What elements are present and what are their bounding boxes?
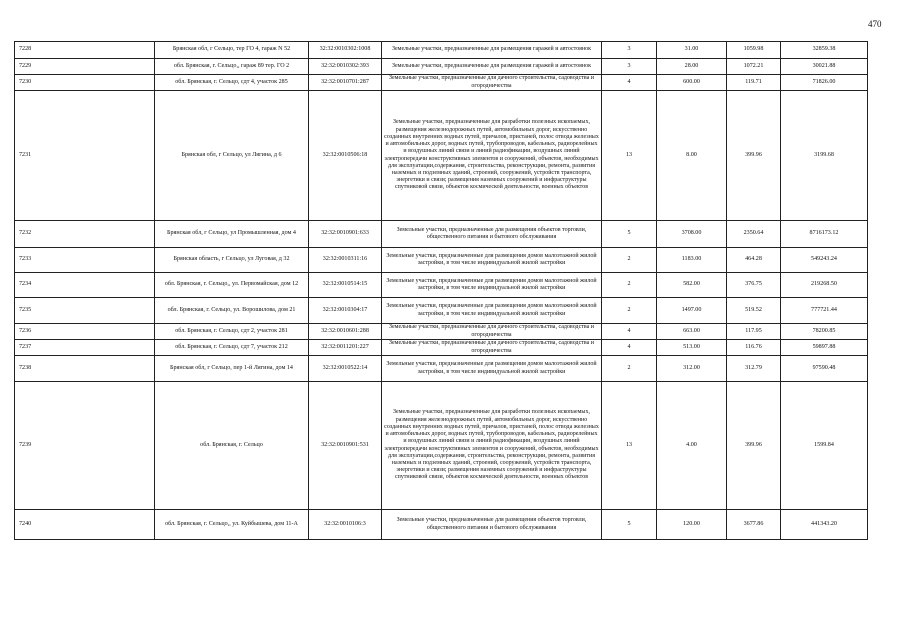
row-number-cell: 7238 bbox=[15, 356, 155, 382]
group-number-cell: 4 bbox=[602, 324, 657, 340]
cadastral-number-cell: 32:32:0010506:18 bbox=[309, 91, 382, 221]
specific-value-cell: 1072.21 bbox=[727, 59, 781, 75]
table-row bbox=[15, 340, 868, 356]
specific-value-cell: 2350.64 bbox=[727, 221, 781, 248]
land-use-type-cell: Земельные участки, предназначенные для размещения домов малоэтажной жилой застройки, в том числе индивидуальной жилой застройки bbox=[382, 298, 602, 324]
group-number-cell: 2 bbox=[602, 248, 657, 273]
table-body bbox=[15, 42, 868, 540]
cadastral-number-cell: 32:32:0010106:3 bbox=[309, 510, 382, 540]
specific-value-cell: 464.28 bbox=[727, 248, 781, 273]
table-row bbox=[15, 356, 868, 382]
row-number-cell: 7237 bbox=[15, 340, 155, 356]
cadastral-value-cell: 3199.68 bbox=[781, 91, 868, 221]
land-use-type-cell: Земельные участки, предназначенные для размещения объектов торговли, общественного питания и бытового обслуживания bbox=[382, 221, 602, 248]
area-cell: 8.00 bbox=[657, 91, 727, 221]
land-use-type-cell: Земельные участки, предназначенные для размещения домов малоэтажной жилой застройки, в том числе индивидуальной жилой застройки bbox=[382, 248, 602, 273]
table-row bbox=[15, 248, 868, 273]
area-cell: 582.00 bbox=[657, 273, 727, 298]
cadastral-value-cell: 1599.84 bbox=[781, 382, 868, 510]
address-cell: обл. Брянская, г. Сельцо, сдт 2, участок 281 bbox=[155, 324, 309, 340]
area-cell: 312.00 bbox=[657, 356, 727, 382]
area-cell: 663.00 bbox=[657, 324, 727, 340]
area-cell: 4.00 bbox=[657, 382, 727, 510]
specific-value-cell: 3677.86 bbox=[727, 510, 781, 540]
table-row bbox=[15, 510, 868, 540]
cadastral-value-cell: 32859.38 bbox=[781, 42, 868, 59]
cadastral-number-cell: 32:32:0010311:16 bbox=[309, 248, 382, 273]
area-cell: 1183.00 bbox=[657, 248, 727, 273]
land-use-type-cell: Земельные участки, предназначенные для разработки полезных ископаемых, размещения железнодорожных путей, автомобильных дорог, искусственно созданных внутренних водных путей, причалов, пристаней, полос отвода железных и автомобильных дорог, водных путей, трубопроводов, кабельных, радиорелейных и воздушных линий связи и линий радиофикации, воздушных линий электропередачи конструктивных элементов и сооружений, объектов, необходимых для эксплуатации,содержания, строительства, реконструкции, ремонта, развития наземных и подземных зданий, строений, сооружений, устройств транспорта, энергетики и связи; размещения наземных сооружений и инфраструктуры спутниковой связи, объектов космической деятельности, военных объектов bbox=[382, 382, 602, 510]
cadastral-value-cell: 78200.85 bbox=[781, 324, 868, 340]
land-use-type-cell: Земельные участки, предназначенные для размещения гаражей и автостоянок bbox=[382, 42, 602, 59]
table-row bbox=[15, 273, 868, 298]
land-use-type-cell: Земельные участки, предназначенные для размещения домов малоэтажной жилой застройки, в том числе индивидуальной жилой застройки bbox=[382, 273, 602, 298]
specific-value-cell: 519.52 bbox=[727, 298, 781, 324]
table-row bbox=[15, 298, 868, 324]
area-cell: 31.00 bbox=[657, 42, 727, 59]
row-number-cell: 7235 bbox=[15, 298, 155, 324]
land-use-type-cell: Земельные участки, предназначенные для дачного строительства, садоводства и огородничества bbox=[382, 324, 602, 340]
cadastral-number-cell: 32:32:0010302:1008 bbox=[309, 42, 382, 59]
address-cell: обл. Брянская, г. Сельцо, ул. Ворошилова, дом 21 bbox=[155, 298, 309, 324]
table-row bbox=[15, 382, 868, 510]
row-number-cell: 7229 bbox=[15, 59, 155, 75]
address-cell: Брянская обл, г Сельцо, ул Промышленная, дом 4 bbox=[155, 221, 309, 248]
cadastral-number-cell: 32:32:0010901:633 bbox=[309, 221, 382, 248]
page-number: 470 bbox=[868, 19, 882, 29]
group-number-cell: 4 bbox=[602, 340, 657, 356]
cadastral-value-cell: 59897.88 bbox=[781, 340, 868, 356]
address-cell: Брянская область, г Сельцо, ул Луговая, д 32 bbox=[155, 248, 309, 273]
cadastral-number-cell: 32:32:0011201:227 bbox=[309, 340, 382, 356]
address-cell: обл. Брянская, г. Сельцо,, ул. Первомайская, дом 12 bbox=[155, 273, 309, 298]
area-cell: 120.00 bbox=[657, 510, 727, 540]
cadastral-value-cell: 8716173.12 bbox=[781, 221, 868, 248]
group-number-cell: 4 bbox=[602, 75, 657, 91]
land-use-type-cell: Земельные участки, предназначенные для дачного строительства, садоводства и огородничества bbox=[382, 75, 602, 91]
address-cell: обл. Брянская, г. Сельцо,, ул. Куйбышева, дом 11-А bbox=[155, 510, 309, 540]
address-cell: обл. Брянская, г. Сельцо,, гараж 89 тер. ГО 2 bbox=[155, 59, 309, 75]
specific-value-cell: 116.76 bbox=[727, 340, 781, 356]
cadastral-value-cell: 441343.20 bbox=[781, 510, 868, 540]
row-number-cell: 7234 bbox=[15, 273, 155, 298]
address-cell: Брянская обл, г Сельцо, тер ГО 4, гараж N 52 bbox=[155, 42, 309, 59]
row-number-cell: 7239 bbox=[15, 382, 155, 510]
cadastral-number-cell: 32:32:0010302:393 bbox=[309, 59, 382, 75]
address-cell: Брянская обл, г Сельцо, пер 1-й Лягина, дом 14 bbox=[155, 356, 309, 382]
area-cell: 3708.00 bbox=[657, 221, 727, 248]
group-number-cell: 13 bbox=[602, 91, 657, 221]
row-number-cell: 7231 bbox=[15, 91, 155, 221]
specific-value-cell: 399.96 bbox=[727, 382, 781, 510]
cadastral-value-cell: 549243.24 bbox=[781, 248, 868, 273]
cadastral-value-table bbox=[14, 41, 868, 540]
area-cell: 600.00 bbox=[657, 75, 727, 91]
cadastral-value-cell: 219268.50 bbox=[781, 273, 868, 298]
table-row bbox=[15, 91, 868, 221]
land-use-type-cell: Земельные участки, предназначенные для размещения домов малоэтажной жилой застройки, в том числе индивидуальной жилой застройки bbox=[382, 356, 602, 382]
row-number-cell: 7228 bbox=[15, 42, 155, 59]
cadastral-number-cell: 32:32:0010601:288 bbox=[309, 324, 382, 340]
group-number-cell: 5 bbox=[602, 510, 657, 540]
address-cell: обл. Брянская, г. Сельцо bbox=[155, 382, 309, 510]
group-number-cell: 13 bbox=[602, 382, 657, 510]
row-number-cell: 7232 bbox=[15, 221, 155, 248]
group-number-cell: 3 bbox=[602, 42, 657, 59]
area-cell: 1497.00 bbox=[657, 298, 727, 324]
cadastral-value-cell: 97590.48 bbox=[781, 356, 868, 382]
group-number-cell: 2 bbox=[602, 356, 657, 382]
area-cell: 513.00 bbox=[657, 340, 727, 356]
address-cell: обл. Брянская, г. Сельцо, сдт 7, участок 212 bbox=[155, 340, 309, 356]
group-number-cell: 3 bbox=[602, 59, 657, 75]
specific-value-cell: 117.95 bbox=[727, 324, 781, 340]
table-row bbox=[15, 221, 868, 248]
cadastral-number-cell: 32:32:0010304:17 bbox=[309, 298, 382, 324]
address-cell: обл. Брянская, г. Сельцо, сдт 4, участок 285 bbox=[155, 75, 309, 91]
land-use-type-cell: Земельные участки, предназначенные для разработки полезных ископаемых, размещения железнодорожных путей, автомобильных дорог, искусственно созданных внутренних водных путей, причалов, пристаней, полос отвода железных и автомобильных дорог, водных путей, трубопроводов, кабельных, радиорелейных и воздушных линий связи и линий радиофикации, воздушных линий электропередачи конструктивных элементов и сооружений, объектов, необходимых для эксплуатации,содержания, строительства, реконструкции, ремонта, развития наземных и подземных зданий, строений, сооружений, устройств транспорта, энергетики и связи; размещения наземных сооружений и инфраструктуры спутниковой связи, объектов космической деятельности, военных объектов bbox=[382, 91, 602, 221]
table-row bbox=[15, 75, 868, 91]
group-number-cell: 2 bbox=[602, 273, 657, 298]
specific-value-cell: 312.79 bbox=[727, 356, 781, 382]
specific-value-cell: 399.96 bbox=[727, 91, 781, 221]
cadastral-value-cell: 71826.00 bbox=[781, 75, 868, 91]
row-number-cell: 7233 bbox=[15, 248, 155, 273]
cadastral-number-cell: 32:32:0010514:15 bbox=[309, 273, 382, 298]
cadastral-number-cell: 32:32:0010701:287 bbox=[309, 75, 382, 91]
land-use-type-cell: Земельные участки, предназначенные для размещения гаражей и автостоянок bbox=[382, 59, 602, 75]
table-row bbox=[15, 42, 868, 59]
group-number-cell: 2 bbox=[602, 298, 657, 324]
cadastral-value-cell: 30021.88 bbox=[781, 59, 868, 75]
land-use-type-cell: Земельные участки, предназначенные для дачного строительства, садоводства и огородничества bbox=[382, 340, 602, 356]
land-use-type-cell: Земельные участки, предназначенные для размещения объектов торговли, общественного питания и бытового обслуживания bbox=[382, 510, 602, 540]
specific-value-cell: 1059.98 bbox=[727, 42, 781, 59]
row-number-cell: 7240 bbox=[15, 510, 155, 540]
specific-value-cell: 376.75 bbox=[727, 273, 781, 298]
table-row bbox=[15, 59, 868, 75]
table-row bbox=[15, 324, 868, 340]
specific-value-cell: 119.71 bbox=[727, 75, 781, 91]
row-number-cell: 7230 bbox=[15, 75, 155, 91]
group-number-cell: 5 bbox=[602, 221, 657, 248]
row-number-cell: 7236 bbox=[15, 324, 155, 340]
cadastral-number-cell: 32:32:0010522:14 bbox=[309, 356, 382, 382]
cadastral-number-cell: 32:32:0010901:531 bbox=[309, 382, 382, 510]
area-cell: 28.00 bbox=[657, 59, 727, 75]
cadastral-value-cell: 777721.44 bbox=[781, 298, 868, 324]
address-cell: Брянская обл, г Сельцо, ул Лягина, д 6 bbox=[155, 91, 309, 221]
